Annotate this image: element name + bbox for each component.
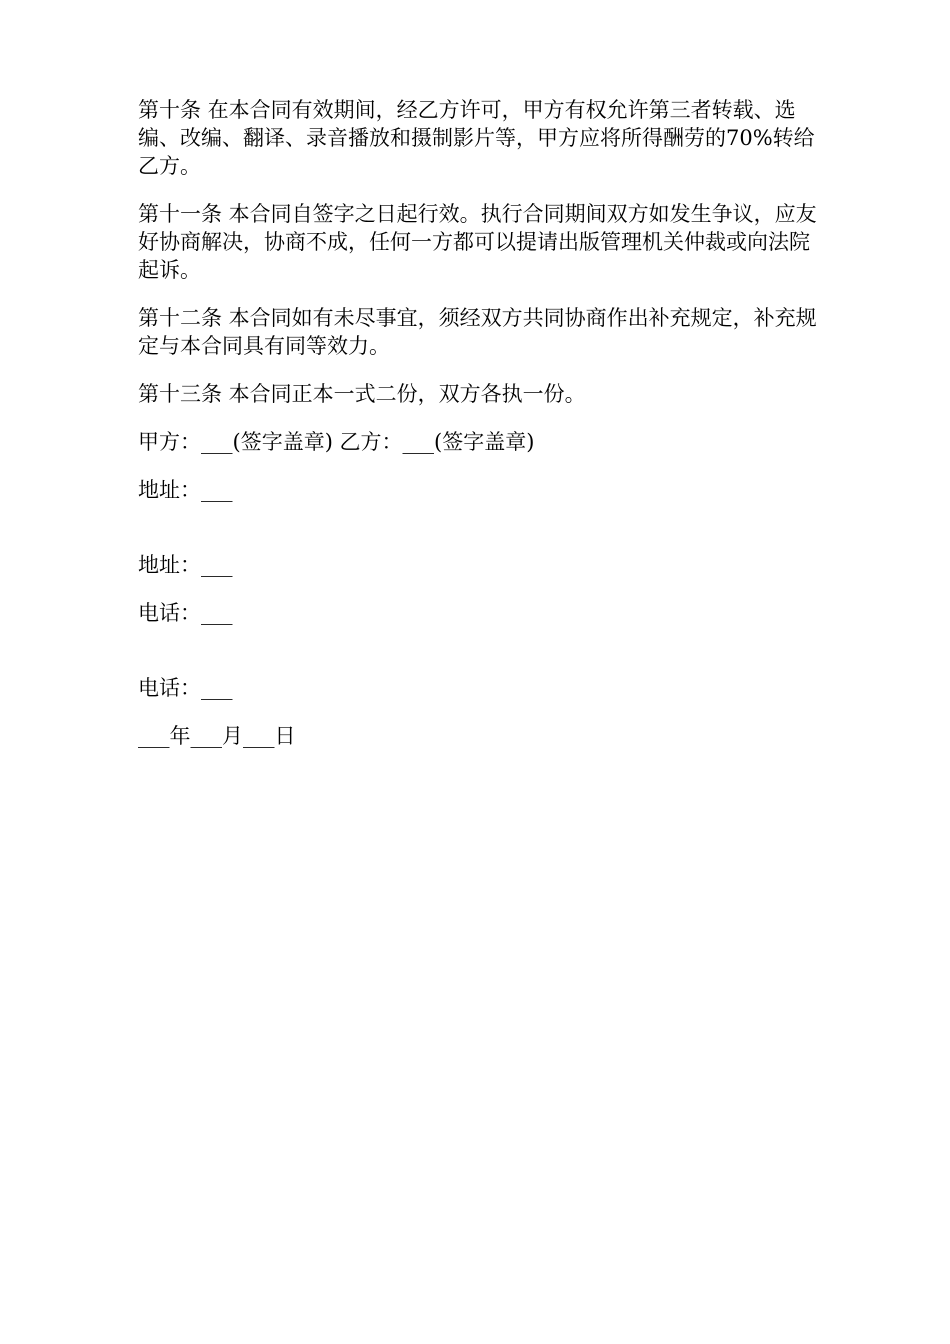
phone-line-1: 电话：___ bbox=[138, 601, 233, 625]
phone-line-2: 电话：___ bbox=[138, 676, 233, 700]
article-11: 第十一条 本合同自签字之日起行效。执行合同期间双方如发生争议，应友好协商解决，协商不成，任何一方都可以提请出版管理机关仲裁或向法院起诉。 bbox=[138, 202, 817, 282]
article-12: 第十二条 本合同如有未尽事宜，须经双方共同协商作出补充规定，补充规定与本合同具有同等效力。 bbox=[138, 306, 817, 358]
article-10: 第十条 在本合同有效期间，经乙方许可，甲方有权允许第三者转载、选编、改编、翻译、录音播放和摄制影片等，甲方应将所得酬劳的70%转给乙方。 bbox=[138, 98, 815, 178]
article-13: 第十三条 本合同正本一式二份，双方各执一份。 bbox=[138, 382, 586, 406]
document-body bbox=[138, 96, 828, 750]
date-line: ___年___月___日 bbox=[138, 724, 296, 748]
address-line-2: 地址：___ bbox=[138, 553, 233, 577]
address-line-1: 地址：___ bbox=[138, 478, 233, 502]
signature-line: 甲方：___(签字盖章) 乙方：___(签字盖章) bbox=[138, 430, 535, 454]
